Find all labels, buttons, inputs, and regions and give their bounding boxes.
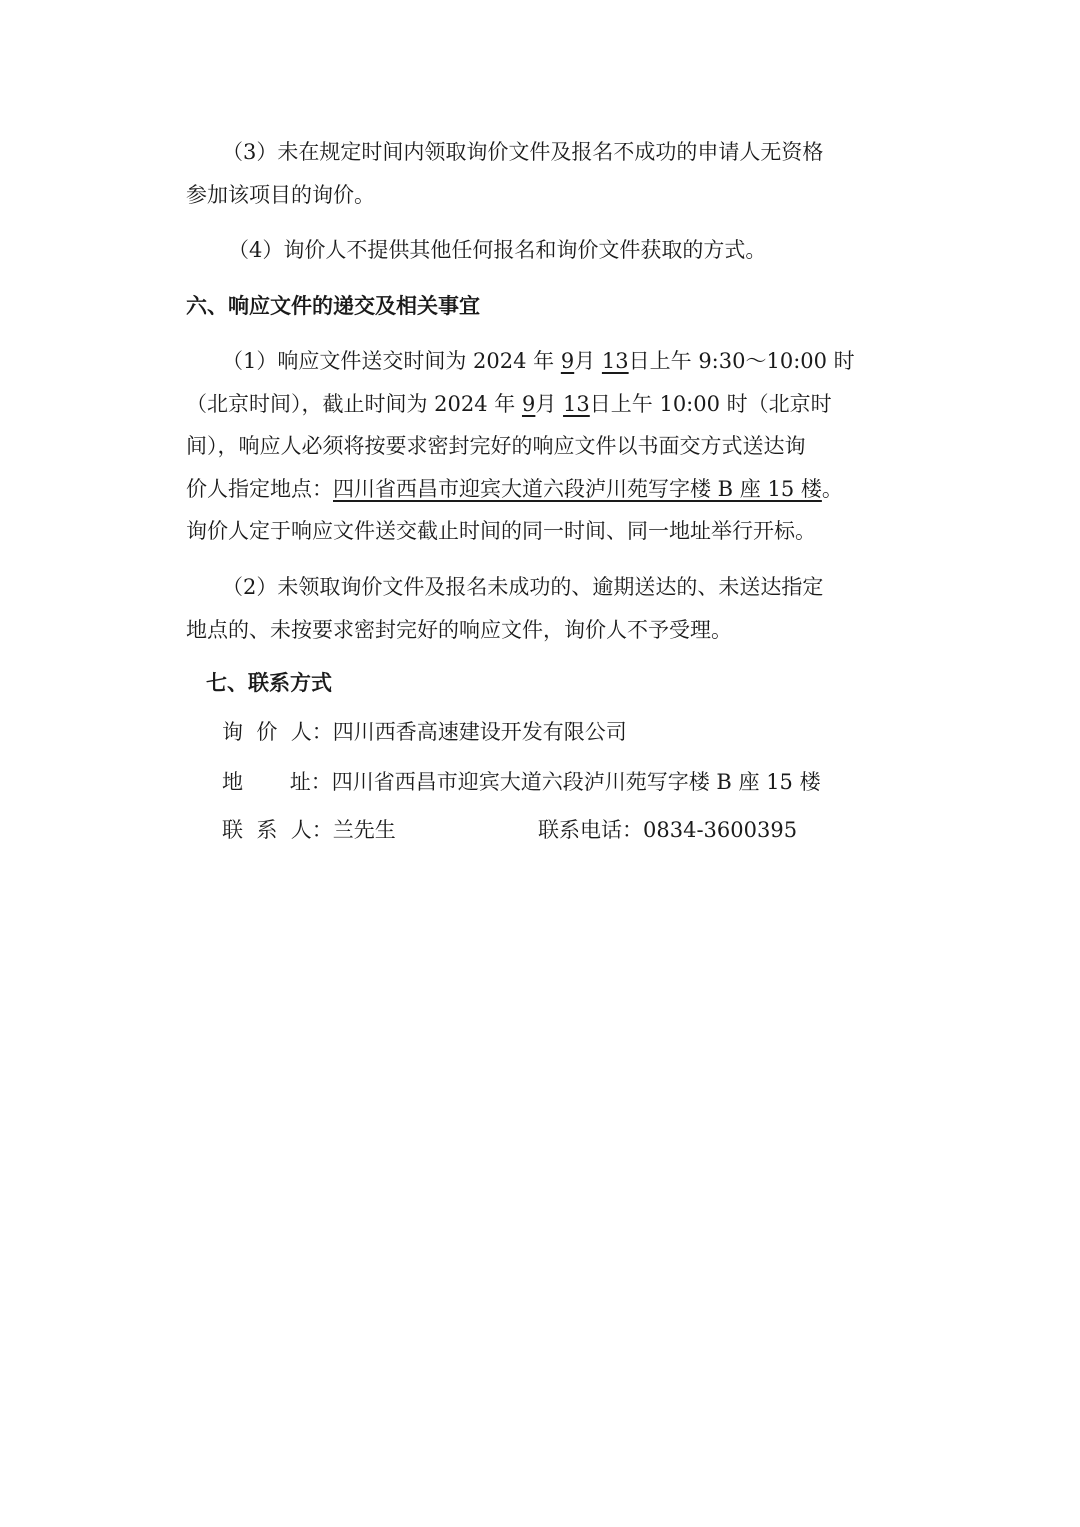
item1-line5: 询价人定于响应文件送交截止时间的同一时间、同一地址举行开标。	[186, 519, 816, 543]
contact-value: 兰先生	[332, 818, 396, 842]
item1-line2-text-c: 日上午 10:00 时（北京时	[589, 392, 832, 416]
item4-paragraph: （4）询价人不提供其他任何报名和询价文件获取的方式。	[228, 238, 767, 262]
item1-line1-text-a: （1）响应文件送交时间为 2024 年	[222, 349, 555, 373]
item3-line2: 参加该项目的询价。	[186, 183, 375, 207]
item1-line1-text-c: 日上午 9:30～10:00 时	[628, 349, 855, 373]
item1-line4-text-a: 价人指定地点：	[186, 477, 333, 501]
inquirer-value: 四川西香高速建设开发有限公司	[332, 720, 627, 744]
submission-day: 13	[601, 349, 629, 373]
deadline-day: 13	[563, 392, 590, 416]
item1-line2-text-a: （北京时间），截止时间为 2024 年	[186, 392, 516, 416]
item1-line1	[222, 346, 855, 376]
item1-line4	[186, 474, 843, 504]
deadline-month: 9	[521, 392, 536, 416]
submission-address: 四川省西昌市迎宾大道六段泸川苑写字楼 B 座 15 楼	[333, 477, 822, 501]
contact-row	[222, 815, 396, 845]
submission-month: 9	[560, 349, 575, 373]
month-char: 月	[535, 392, 557, 416]
phone-value: 0834-3600395	[643, 818, 798, 842]
inquirer-row	[222, 717, 627, 747]
item2-line1: （2）未领取询价文件及报名未成功的、逾期送达的、未送达指定	[222, 575, 824, 599]
contact-label: 联 系 人：	[222, 818, 333, 842]
item1-line3: 间），响应人必须将按要求密封完好的响应文件以书面交方式送达询	[186, 434, 806, 458]
section6-heading: 六、响应文件的递交及相关事宜	[186, 294, 480, 318]
section7-heading: 七、联系方式	[206, 671, 332, 695]
month-char: 月	[574, 349, 596, 373]
address-row	[222, 767, 821, 797]
item1-line4-text-b: 。	[821, 477, 843, 501]
inquirer-label: 询 价 人：	[222, 720, 333, 744]
address-value: 四川省西昌市迎宾大道六段泸川苑写字楼 B 座 15 楼	[331, 770, 821, 794]
item2-line2: 地点的、未按要求密封完好的响应文件，询价人不予受理。	[186, 618, 732, 642]
phone-row	[538, 815, 797, 845]
item1-line2	[186, 389, 832, 419]
address-label: 地 址：	[222, 770, 332, 794]
item3-line1: （3）未在规定时间内领取询价文件及报名不成功的申请人无资格	[222, 140, 824, 164]
phone-label: 联系电话：	[538, 818, 643, 842]
